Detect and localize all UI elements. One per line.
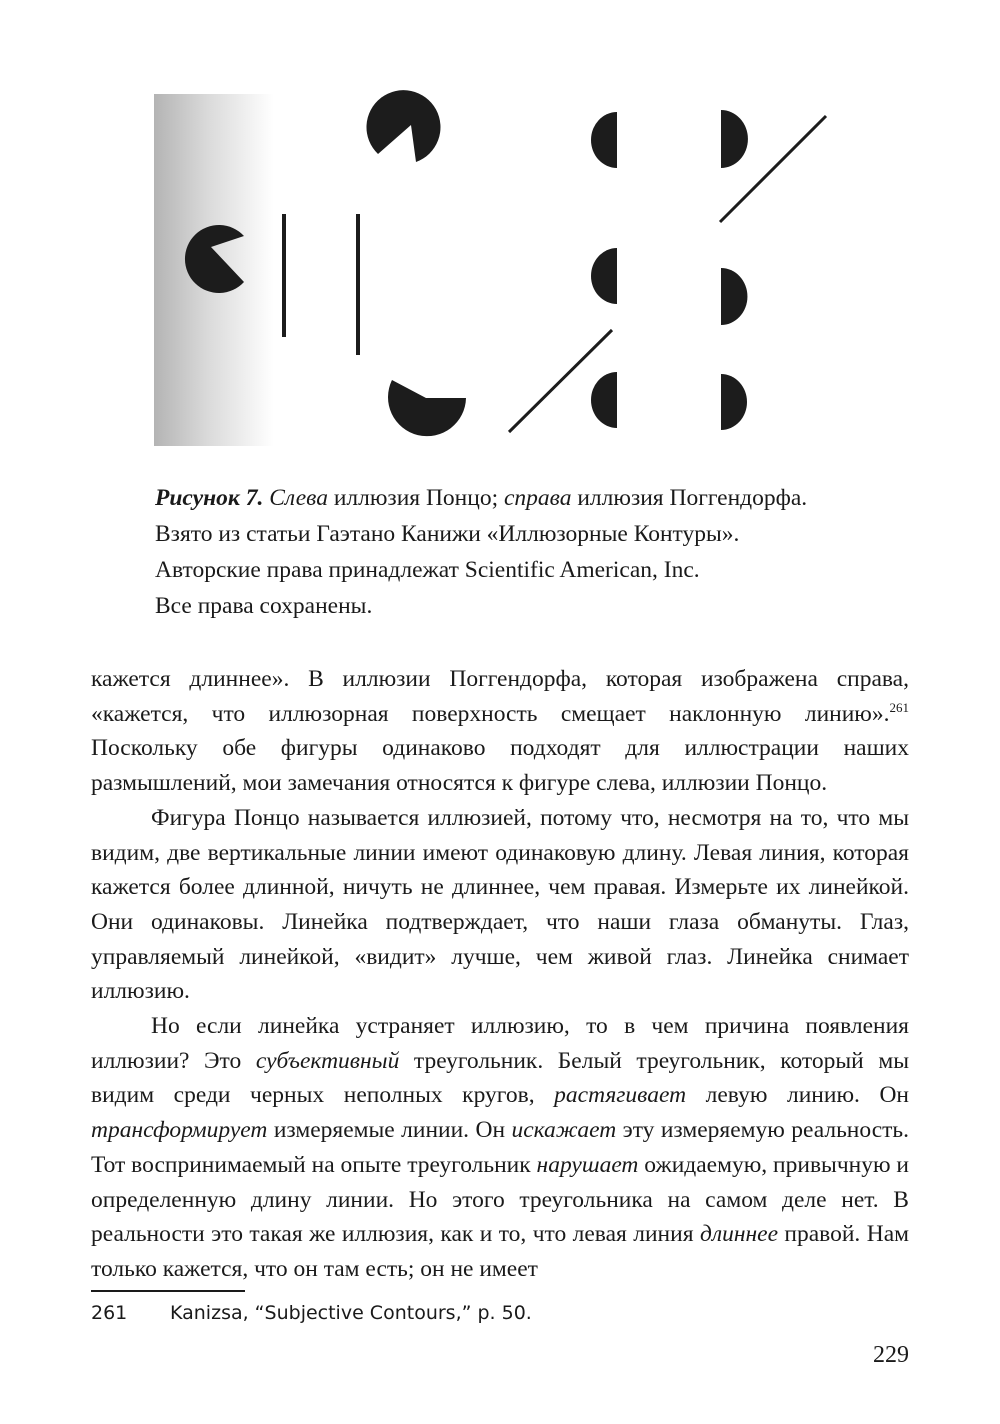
- footnote: [91, 1300, 791, 1326]
- caption-line-2: Взято из статьи Гаэтано Канижи «Иллюзорные Контуры».: [155, 521, 740, 547]
- illusion-figure: [150, 90, 850, 450]
- body-text: [91, 662, 909, 1287]
- semicircle-left-1: [591, 112, 617, 168]
- paragraph-2: Фигура Понцо называется иллюзией, потому что, несмотря на то, что мы видим, две вертикальные линии имеют одинаковую длину. Левая линия, которая кажется более длинной, ничуть не длиннее, чем правая. Измерьте их линейкой. Они одинаковы. Линейка подтверждает, что наши глаза обмануты. Глаз, управляемый линейкой, «видит» лучше, чем живой глаз. Линейка снимает иллюзию.: [91, 804, 909, 1005]
- pacman-bottom: [388, 380, 466, 436]
- paragraph-3: Но если линейка устраняет иллюзию, то в чем причина появления иллюзии? Это субъективный треугольник. Белый треугольник, который мы видим среди черных неполных кругов, растягивает левую линию. Он трансформирует измеряемые линии. Он искажает эту измеряемую реальность. Тот воспринимаемый на опыте треугольник нарушает ожидаемую, привычную и определенную длину линии. Но этого треугольника на самом деле нет. В реальности это такая же иллюзия, как и то, что левая линия длиннее правой. Нам только кажется, что он там есть; он не имеет: [91, 1013, 909, 1282]
- footnote-divider: [91, 1290, 245, 1292]
- figure-illustration: [150, 90, 850, 450]
- footnote-number: 261: [91, 1302, 128, 1324]
- semicircle-left-2: [591, 248, 617, 304]
- semicircle-right-3: [721, 374, 747, 430]
- figure-label: Рисунок 7.: [155, 485, 264, 511]
- caption-line-4: Все права сохранены.: [155, 593, 373, 619]
- figure-caption: [155, 480, 915, 624]
- page-number: 229: [873, 1342, 909, 1368]
- semicircle-right-2: [721, 268, 747, 325]
- semicircle-left-3: [591, 372, 617, 428]
- paragraph-1: кажется длиннее». В иллюзии Поггендорфа, которая изображена справа, «кажется, что иллюзорная поверхность смещает наклонную линию».$^{261}$ Поскольку обе фигуры одинаково подходят для иллюстрации наших размышлений, мои замечания относятся к фигуре слева, иллюзии Понцо.: [91, 666, 909, 797]
- pacman-top: [366, 90, 440, 162]
- footnote-ref[interactable]: 261: [889, 699, 909, 715]
- caption-line-3: Авторские права принадлежат Scientific American, Inc.: [155, 557, 700, 583]
- semicircle-right-1: [721, 110, 748, 168]
- caption-line-1: Рисунок 7. Слева иллюзия Понцо; справа иллюзия Поггендорфа.: [155, 485, 808, 511]
- footnote-text: Kanizsa, “Subjective Contours,” p. 50.: [170, 1302, 532, 1324]
